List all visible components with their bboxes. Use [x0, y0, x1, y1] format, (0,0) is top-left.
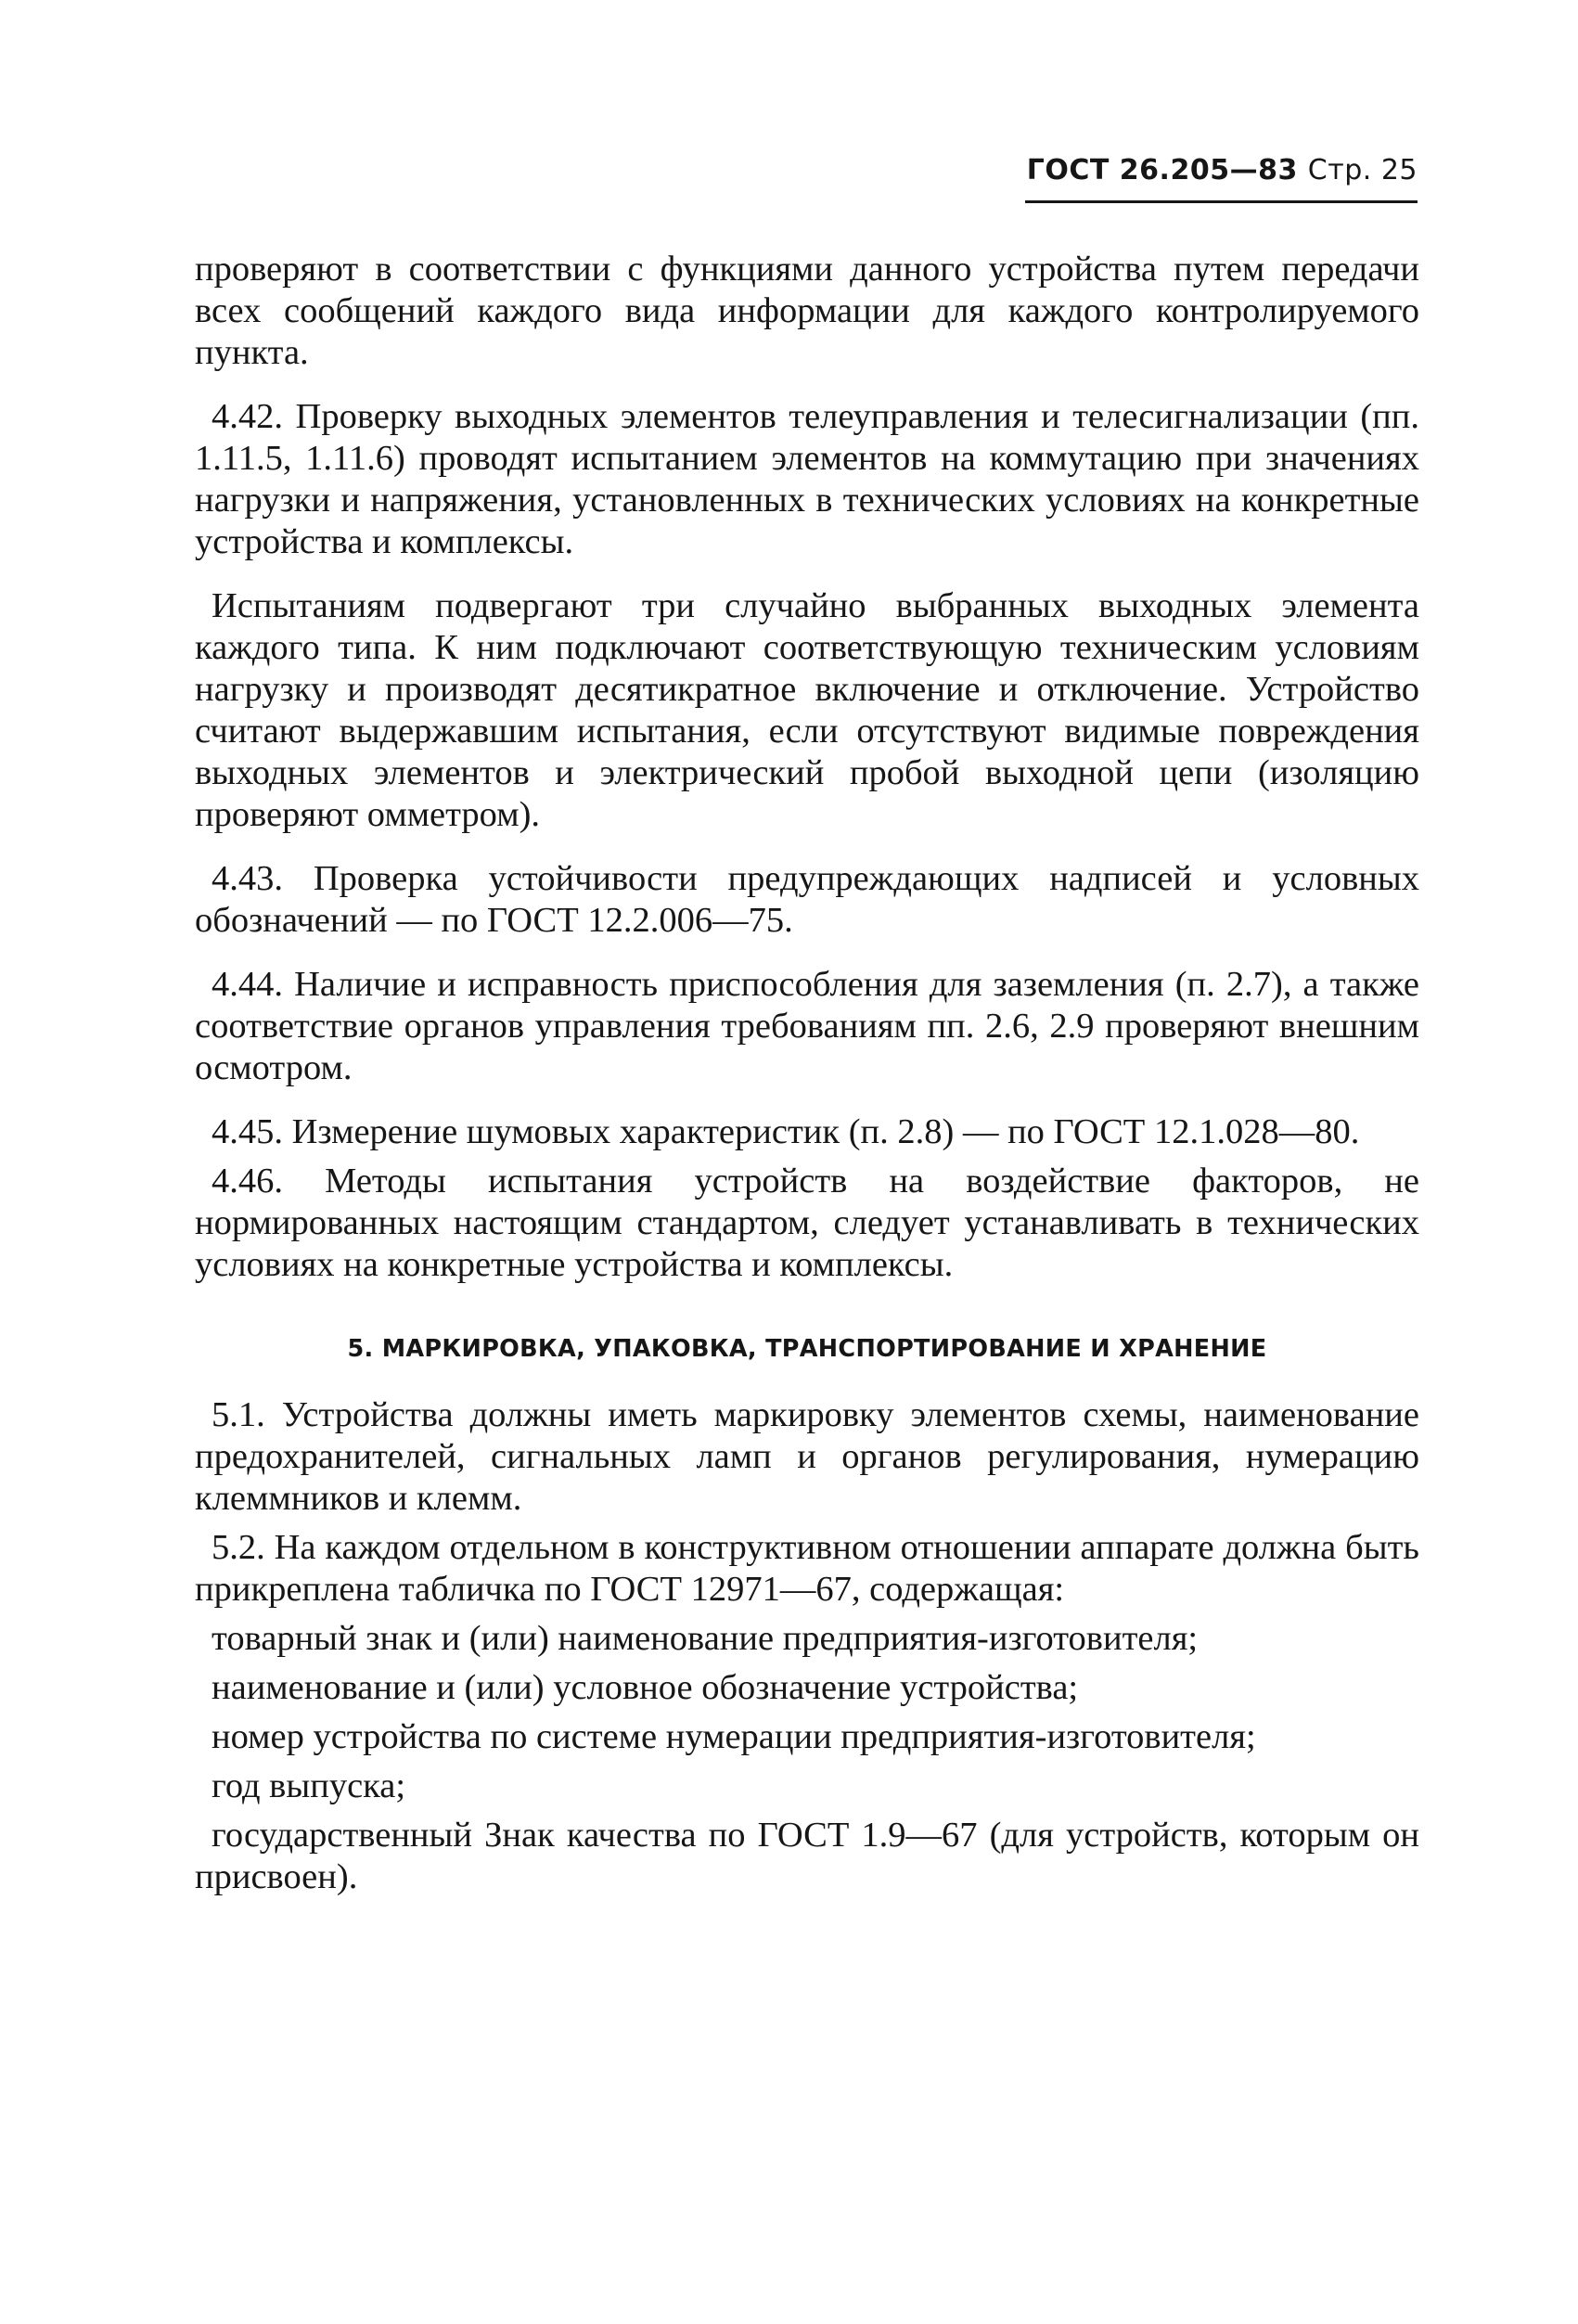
- page-number: Стр. 25: [1307, 154, 1418, 186]
- list-item: год выпуска;: [212, 1766, 406, 1805]
- paragraph-5-1: 5.1. Устройства должны иметь маркировку элементов схемы, наименование предохранителей, сигнальных ламп и органов регулирования, нумерацию клеммников и клемм.: [195, 1395, 1419, 1518]
- paragraph-4-43: 4.43. Проверка устойчивости предупреждающих надписей и условных обозначений — по ГОСТ 12.2.006—75.: [195, 859, 1419, 940]
- standard-number: ГОСТ 26.205—83: [1026, 154, 1298, 186]
- paragraph-5-2: 5.2. На каждом отдельном в конструктивном отношении аппарате должна быть прикреплена табличка по ГОСТ 12971—67, содержащая:: [195, 1528, 1419, 1609]
- document-body: [195, 249, 1419, 1898]
- paragraph-4-46: 4.46. Методы испытания устройств на воздействие факторов, не нормированных настоящим стандартом, следует устанавливать в технических условиях на конкретные устройства и комплексы.: [195, 1162, 1419, 1284]
- paragraph-continuation: проверяют в соответствии с функциями данного устройства путем передачи всех сообщений каждого вида информации для каждого контролируемого пункта.: [195, 250, 1419, 372]
- paragraph-4-44: 4.44. Наличие и исправность приспособления для заземления (п. 2.7), а также соответствие органов управления требованиям пп. 2.6, 2.9 проверяют внешним осмотром.: [195, 965, 1419, 1087]
- list-item: товарный знак и (или) наименование предприятия-изготовителя;: [212, 1619, 1199, 1658]
- paragraph-4-45: 4.45. Измерение шумовых характеристик (п. 2.8) — по ГОСТ 12.1.028—80.: [212, 1112, 1360, 1151]
- paragraph-4-42-tests: Испытаниям подвергают три случайно выбранных выходных элемента каждого типа. К ним подключают соответствующую техническим условиям нагрузку и производят десятикратное включение и отключение. Устройство считают выдержавшим испытания, если отсутствуют видимые повреждения выходных элементов и электрический пробой выходной цепи (изоляцию проверяют омметром).: [195, 586, 1419, 834]
- header-rule: [1025, 200, 1418, 203]
- paragraph-4-42: 4.42. Проверку выходных элементов телеуправления и телесигнализации (пп. 1.11.5, 1.11.6) проводят испытанием элементов на коммутацию при значениях нагрузки и напряжения, установленных в технических условиях на конкретные устройства и комплексы.: [195, 397, 1419, 561]
- list-item: номер устройства по системе нумерации предприятия-изготовителя;: [212, 1717, 1256, 1756]
- list-item: государственный Знак качества по ГОСТ 1.9—67 (для устройств, которым он присвоен).: [195, 1816, 1419, 1896]
- list-item: наименование и (или) условное обозначение устройства;: [212, 1668, 1079, 1707]
- page-header: [1025, 148, 1418, 204]
- section-5-title: 5. МАРКИРОВКА, УПАКОВКА, ТРАНСПОРТИРОВАНИЕ И ХРАНЕНИЕ: [347, 1335, 1267, 1363]
